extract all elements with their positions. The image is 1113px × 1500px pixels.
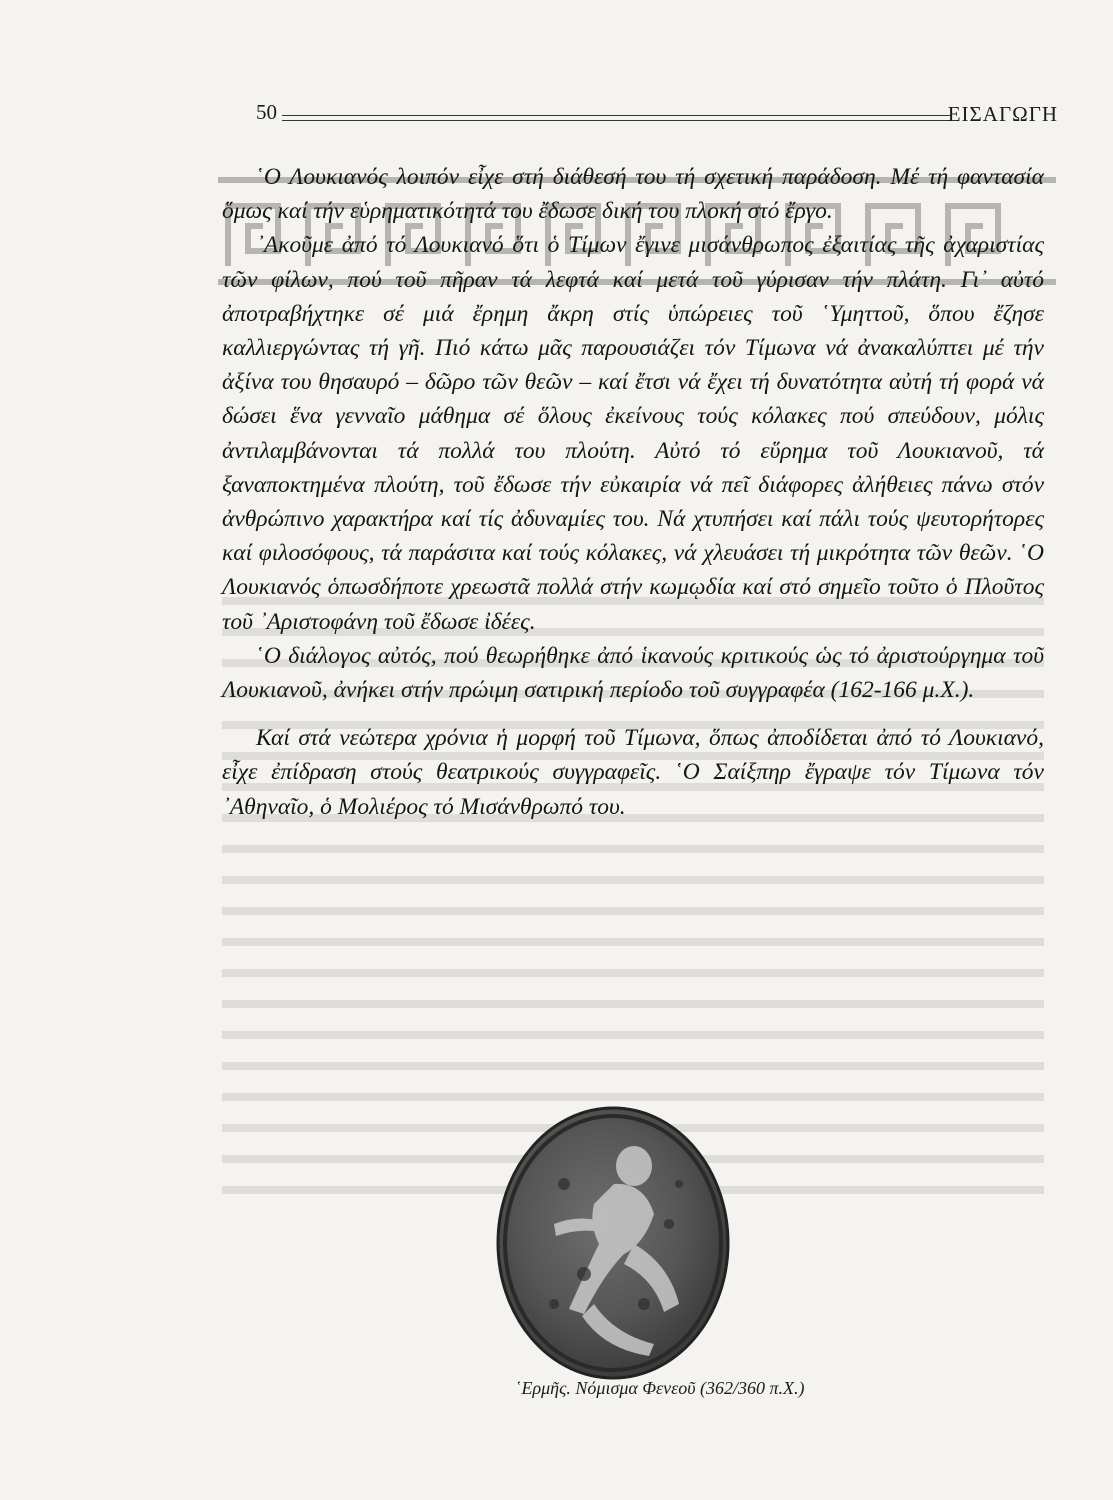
paragraph-3: ῾Ο διάλογος αὐτός, πού θεωρήθηκε ἀπό ἱκανούς κριτικούς ὡς τό ἀριστούργημα τοῦ Λουκιανοῦ, ἀνήκει στήν πρώιμη σατιρική περίοδο τοῦ συγγραφέα (162-166 μ.Χ.).: [222, 642, 1044, 704]
paragraph-4: Καί στά νεώτερα χρόνια ἡ μορφή τοῦ Τίμωνα, ὅπως ἀποδίδεται ἀπό τό Λουκιανό, εἶχε ἐπίδραση στούς θεατρικούς συγγραφεῖς. ῾Ο Σαίξπηρ ἔγραψε τόν Τίμωνα τόν ᾽Αθηναῖο, ὁ Μολιέρος τό Μισάνθρωπό του.: [222, 725, 1044, 820]
main-text: [222, 160, 1044, 824]
figure-caption: ῾Ερμῆς. Νόμισμα Φενεοῦ (362/360 π.Χ.): [515, 1378, 805, 1398]
running-head: [256, 100, 1058, 140]
hermes-coin-image: [494, 1104, 732, 1382]
page-number: 50: [256, 100, 277, 124]
paragraph-1: ῾Ο Λουκιανός λοιπόν εἶχε στή διάθεσή του τή σχετική παράδοση. Μέ τή φαντασία ὅμως καί τήν εὑρηματικότητά του ἔδωσε δική του πλοκή στό ἔργο.: [222, 164, 1044, 225]
header-rule: [282, 115, 950, 121]
section-title: ΕΙΣΑΓΩΓΗ: [947, 102, 1058, 126]
paragraph-2: ᾽Ακοῦμε ἀπό τό Λουκιανό ὅτι ὁ Τίμων ἔγινε μισάνθρωπος ἐξαιτίας τῆς ἀχαριστίας τῶν φίλων, πού τοῦ πῆραν τά λεφτά καί μετά τοῦ γύρισαν τήν πλάτη. Γι᾽ αὐτό ἀποτραβήχτηκε σέ μιά ἔρημη ἄκρη στίς ὑπώρειες τοῦ ῾Υμηττοῦ, ὅπου ἔζησε καλλιεργώντας τή γῆ. Πιό κάτω μᾶς παρουσιάζει τόν Τίμωνα νά ἀνακαλύπτει μέ τήν ἀξίνα του θησαυρό – δῶρο τῶν θεῶν – καί ἔτσι νά ἔχει τή δυνατότητα αὐτή τή φορά νά δώσει ἕνα γενναῖο μάθημα σέ ὅλους ἐκείνους τούς κόλακες πού σπεύδουν, μόλις ἀντιλαμβάνονται τά πολλά του πλούτη. Αὐτό τό εὕρημα τοῦ Λουκιανοῦ, τά ξαναποκτημένα πλούτη, τοῦ ἔδωσε τήν εὐκαιρία νά πεῖ διάφορες ἀλήθειες πάνω στόν ἀνθρώπινο χαρακτήρα καί τίς ἀδυναμίες του. Νά χτυπήσει καί πάλι τούς ψευτορήτορες καί φιλοσόφους, τά παράσιτα καί τούς κόλακες, νά χλευάσει τή μικρότητα τῶν θεῶν. ῾Ο Λουκιανός ὁπωσδήποτε χρεωστᾶ πολλά στήν κωμῳδία καί στό σημεῖο τοῦτο ὁ Πλοῦτος τοῦ ᾽Αριστοφάνη τοῦ ἔδωσε ἰδέες.: [222, 232, 1044, 635]
